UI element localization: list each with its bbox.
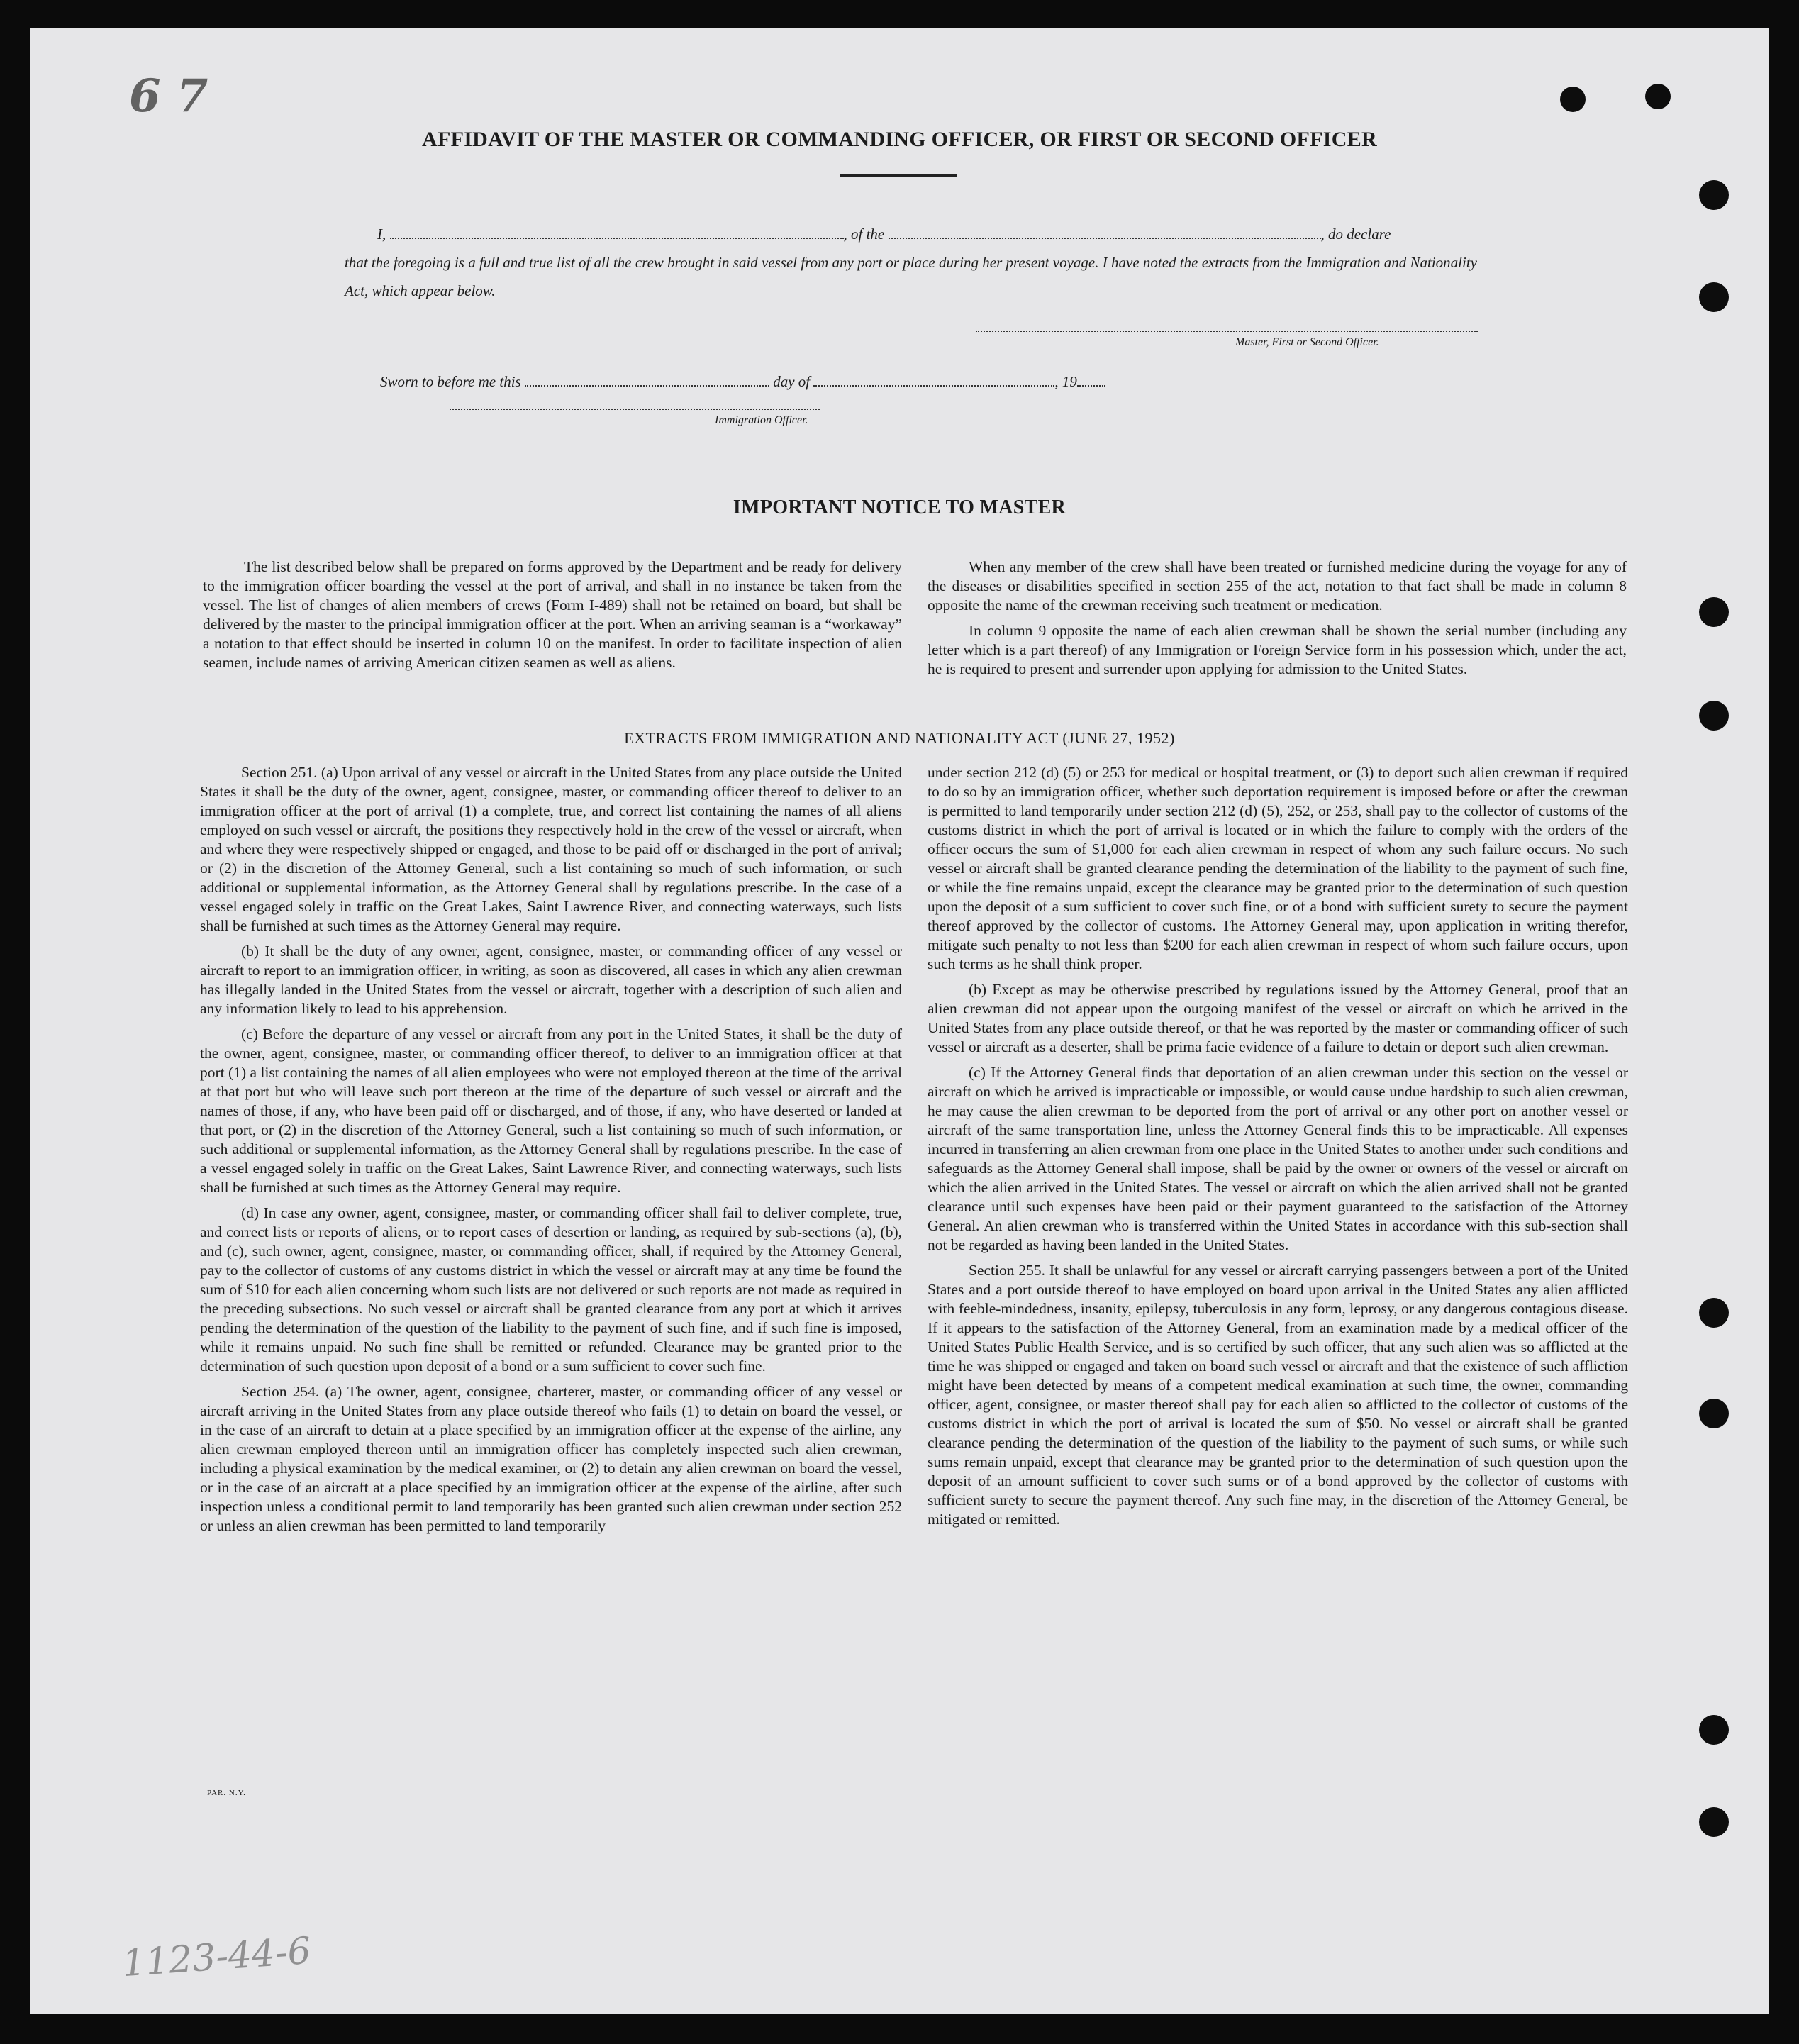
sworn-text: Sworn to before me this bbox=[380, 373, 521, 390]
section-254-a-continued: under section 212 (d) (5) or 253 for medical or hospital treatment, or (3) to deport such alien crewman if required to do so by an immigration officer, whether such deportation requirement is imposed before or after the crewman is permitted to land temporarily under section 212 (d) (5), 252, or 253, shall pay to the collector of customs of the customs district in which the port of arrival is located or in which the failure to comply with the orders of the officer occurs the sum of $1,000 for each alien crewman in respect of whom any such failure occurs. No such vessel or aircraft shall be granted clearance pending the determination of the liability to the payment of such fine, or while the fine remains unpaid, except the clearance may be granted prior to the determination of such question upon the deposit of a sum sufficient to cover such fine, or of a bond with sufficient surety to secure the payment thereof approved by the collector of customs. The Attorney General may, upon application in writing therefor, mitigate such penalty to not less than $200 for each alien crewman in respect of whom such failure occurs, upon such terms as he shall think proper. bbox=[928, 764, 1628, 972]
day-of-text: day of bbox=[773, 373, 811, 390]
declaration-body: that the foregoing is a full and true list of all the crew brought in said vessel from any port or place during her present voyage. I have noted the extracts from the Immigration and Nationality Act, which appear below. bbox=[345, 254, 1477, 299]
extracts-right-column bbox=[928, 763, 1628, 1535]
punch-hole bbox=[1699, 1298, 1729, 1328]
document-page bbox=[30, 28, 1769, 2014]
notice-title: IMPORTANT NOTICE TO MASTER bbox=[733, 496, 1066, 518]
sworn-year-blank[interactable] bbox=[1077, 375, 1105, 387]
affidavit-title: AFFIDAVIT OF THE MASTER OR COMMANDING OFFICER, OR FIRST OR SECOND OFFICER bbox=[421, 128, 1377, 151]
notice-left-paragraph: The list described below shall be prepared on forms approved by the Department and be ready for delivery to the immigration officer boarding the vessel at the port of arrival, and shall in no instance be taken from the vessel. The list of changes of alien members of crews (Form I-489) shall not be retained on board, but shall be delivered by the master to the principal immigration officer at the port. When an arriving seaman is a “workaway” a notation to that effect should be inserted in column 10 on the manifest. In order to facilitate inspection of alien seamen, include names of arriving American citizen seamen as well as aliens. bbox=[203, 558, 902, 671]
extracts-left-column bbox=[200, 763, 902, 1542]
notice-left-column bbox=[203, 557, 902, 679]
title-underline bbox=[840, 174, 957, 177]
declaration-of-the: , of the bbox=[843, 226, 885, 243]
notice-right-paragraph-2: In column 9 opposite the name of each alien crewman shall be shown the serial number (including any letter which is a part thereof) of any Immigration or Foreign Service form in his possession which, under the act, he is required to present and surrender upon applying for admission to the United States. bbox=[928, 622, 1627, 677]
notice-right-column bbox=[928, 557, 1627, 685]
vessel-blank[interactable] bbox=[889, 228, 1321, 239]
officer-signature-line[interactable] bbox=[450, 409, 820, 410]
section-251-a: Section 251. (a) Upon arrival of any vessel or aircraft in the United States from any place outside the United States it shall be the duty of the owner, agent, consignee, master, or commanding officer thereof to deliver to an immigration officer at the port of arrival (1) a complete, true, and correct list containing the names of all aliens employed on such vessel or aircraft, the positions they respectively hold in the crew of the vessel or aircraft, when and where they were respectively shipped or engaged, and those to be paid off or discharged in the port of arrival; or (2) in the discretion of the Attorney General, such a list containing so much of such information, or such additional or supplemental information, as the Attorney General shall by regulations prescribe. In the case of a vessel engaged solely in traffic on the Great Lakes, Saint Lawrence River, and connecting waterways, such lists shall be furnished at such times as the Attorney General may require. bbox=[200, 764, 902, 934]
margin-handwritten-number: 6 7 bbox=[129, 70, 208, 123]
notice-right-paragraph-1: When any member of the crew shall have been treated or furnished medicine during the voyage for any of the diseases or disabilities specified in section 255 of the act, notation to that fact shall be made in column 8 opposite the name of the crewman receiving such treatment or medication. bbox=[928, 558, 1627, 613]
section-251-b: (b) It shall be the duty of any owner, agent, consignee, master, or commanding officer of any vessel or aircraft to report to an immigration officer, in writing, as soon as discovered, all cases in which any alien crewman has illegally landed in the United States from the vessel or aircraft, together with a description of such alien and any information likely to lead to his apprehension. bbox=[200, 943, 902, 1017]
punch-hole bbox=[1699, 701, 1729, 731]
officer-caption: Immigration Officer. bbox=[715, 414, 808, 426]
punch-hole bbox=[1560, 87, 1586, 112]
signature-line[interactable] bbox=[976, 331, 1478, 332]
section-255: Section 255. It shall be unlawful for any vessel or aircraft carrying passengers between a port of the United States and a port outside thereof to have employed on board upon arrival in the United States any alien afflicted with feeble-mindedness, insanity, epilepsy, tuberculosis in any form, leprosy, or any dangerous contagious disease. If it appears to the satisfaction of the Attorney General, from an examination made by a medical officer of the United States Public Health Service, and is so certified by such officer, that any such alien was so afflicted at the time he was shipped or engaged and taken on board such vessel or aircraft and that the existence of such affliction might have been detected by means of a competent medical examination at such time, the owner, commanding officer, agent, consignee, or master thereof shall pay for each alien so afflicted to the collector of customs of the customs district in which the port of arrival is located the sum of $50. No vessel or aircraft shall be granted clearance pending the determination of the question of the liability to the payment of such sums, or while such sums remain unpaid, except that clearance may be granted prior to the determination of such question upon the deposit of an amount sufficient to cover such sums or of a bond approved by the collector of customs with sufficient surety to secure the payment thereof. Any such fine may, in the discretion of the Attorney General, be mitigated or remitted. bbox=[928, 1262, 1628, 1528]
punch-hole bbox=[1699, 1399, 1729, 1428]
section-251-d: (d) In case any owner, agent, consignee, master, or commanding officer shall fail to deliver complete, true, and correct lists or reports of aliens, or to report cases of desertion or landing, as required by sub-sections (a), (b), and (c), such owner, agent, consignee, master, or commanding officer, shall, if required by the Attorney General, pay to the collector of customs of any customs district in which the vessel or aircraft may at any time be found the sum of $10 for each alien concerning whom such lists are not delivered or such reports are not made as required in the preceding subsections. No such vessel or aircraft shall be granted clearance from any port at which it arrives pending the determination of the question of the liability to the payment of such fine, and if such fine is imposed, while it remains unpaid. No such fine shall be remitted or refunded. Clearance may be granted prior to the determination of such question upon deposit of a bond or a sum sufficient to cover such fine. bbox=[200, 1204, 902, 1374]
section-251-c: (c) Before the departure of any vessel or aircraft from any port in the United States, it shall be the duty of the owner, agent, consignee, master, or commanding officer thereof, to deliver to an immigration officer at that port (1) a list containing the names of all alien employees who were not employed thereon at the time of the arrival at that port but who will leave such port thereon at the time of the departure of such vessel or aircraft and the names of those, if any, who have been paid off or discharged, and of those, if any, who have deserted or landed at that port, or (2) in the discretion of the Attorney General, such a list containing so much of such information, or such additional or supplemental information, as the Attorney General shall by regulations prescribe. In the case of a vessel engaged solely in traffic on the Great Lakes, Saint Lawrence River, and connecting waterways, such lists shall be furnished at such times as the Attorney General may require. bbox=[200, 1026, 902, 1196]
punch-hole bbox=[1699, 180, 1729, 210]
punch-hole bbox=[1699, 282, 1729, 312]
punch-hole bbox=[1645, 84, 1671, 109]
sworn-month-blank[interactable] bbox=[813, 375, 1054, 387]
section-254-b: (b) Except as may be otherwise prescribed by regulations issued by the Attorney General, proof that an alien crewman did not appear upon the outgoing manifest of the vessel or aircraft on which he arrived in the United States from any place outside thereof, or that he was reported by the master or commanding officer of such vessel or aircraft as a deserter, shall be prima facie evidence of a failure to detain or deport such alien crewman. bbox=[928, 981, 1628, 1055]
section-254-c: (c) If the Attorney General finds that deportation of an alien crewman under this section on the vessel or aircraft on which he arrived is impracticable or impossible, or would cause undue hardship to such alien crewman, he may cause the alien crewman to be deported from the port of arrival or any other port on another vessel or aircraft of the same transportation line, unless the Attorney General finds this to be impracticable. All expenses incurred in transferring an alien crewman from one place in the United States to another under such conditions and safeguards as the Attorney General shall impose, shall be paid by the owner or owners of the vessel or aircraft on which the alien arrived in the United States. The vessel or aircraft on which the alien arrived shall not be granted clearance until such expenses have been paid or their payment guaranteed to the satisfaction of the Attorney General. An alien crewman who is transferred within the United States in accordance with this sub-section shall not be regarded as having been landed in the United States. bbox=[928, 1064, 1628, 1253]
sworn-day-blank[interactable] bbox=[525, 375, 769, 387]
year-prefix: , 19 bbox=[1054, 373, 1077, 390]
sworn-line bbox=[380, 367, 1231, 396]
declaration-lead: I, bbox=[377, 226, 386, 243]
printer-mark: PAR. N.Y. bbox=[207, 1789, 246, 1797]
declaration-line bbox=[377, 220, 1483, 248]
section-254-a: Section 254. (a) The owner, agent, consignee, charterer, master, or commanding officer of any vessel or aircraft arriving in the United States from any place outside thereof who fails (1) to detain on board the vessel, or in the case of an aircraft to detain at a place specified by an immigration officer at the expense of the airline, any alien crewman employed thereon until an immigration officer has completely inspected such alien crewman, including a physical examination by the medical examiner, or (2) to detain any alien crewman on board the vessel, or in the case of an aircraft at a place specified by an immigration officer at the expense of the airline, after such inspection unless a conditional permit to land temporarily has been granted such alien crewman under section 252 or unless an alien crewman has been permitted to land temporarily bbox=[200, 1383, 902, 1534]
declaration-do-declare: , do declare bbox=[1320, 226, 1391, 243]
signer-caption: Master, First or Second Officer. bbox=[1235, 336, 1379, 348]
bottom-handwritten-note: 1123-44-6 bbox=[121, 1929, 313, 1986]
name-blank[interactable] bbox=[390, 228, 844, 239]
punch-hole bbox=[1699, 597, 1729, 627]
punch-hole bbox=[1699, 1715, 1729, 1745]
extracts-title: EXTRACTS FROM IMMIGRATION AND NATIONALITY ACT (JUNE 27, 1952) bbox=[624, 729, 1175, 747]
punch-hole bbox=[1699, 1807, 1729, 1837]
